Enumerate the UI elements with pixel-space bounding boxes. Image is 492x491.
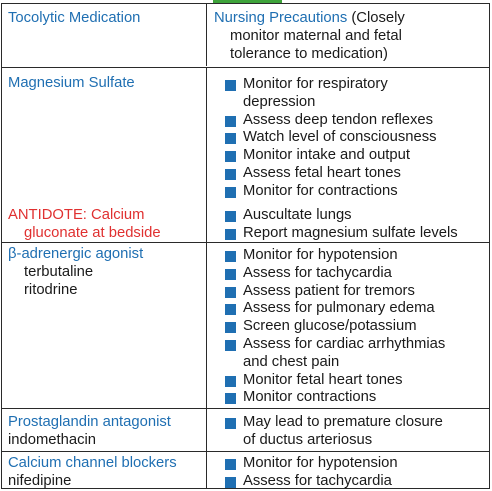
column-divider (206, 452, 207, 489)
precaution-item (214, 225, 486, 243)
precaution-text: Monitor intake and output (243, 147, 410, 164)
bullet-square-icon (225, 251, 236, 262)
beta-left-cell (8, 245, 204, 299)
bullet-square-icon (225, 340, 236, 351)
calcium-precautions (214, 455, 486, 491)
precaution-item (214, 207, 486, 225)
precaution-item (214, 283, 486, 301)
bullet-square-icon (225, 287, 236, 298)
precaution-item (214, 473, 486, 491)
column-divider (206, 68, 207, 242)
bullet-square-icon (225, 187, 236, 198)
precaution-text: Assess for pulmonary edema (243, 300, 435, 317)
precaution-text: Auscultate lungs (243, 207, 352, 223)
antidote-line-1: ANTIDOTE: Calcium (8, 207, 145, 223)
precaution-text: Monitor contractions (243, 389, 377, 406)
precaution-item (214, 247, 486, 265)
bullet-square-icon (225, 80, 236, 91)
prostaglandin-drug: indomethacin (8, 432, 97, 448)
magnesium-name: Magnesium Sulfate (8, 75, 135, 91)
precaution-list (214, 207, 486, 243)
bullet-square-icon (225, 133, 236, 144)
precaution-text: Monitor for respiratory (243, 76, 388, 92)
bullet-square-icon (225, 418, 236, 429)
calcium-drug: nifedipine (8, 473, 72, 489)
precaution-text: Assess patient for tremors (243, 282, 415, 299)
calcium-row (2, 451, 489, 489)
tocolytic-table (1, 3, 490, 489)
beta-name: β-adrenergic agonist (8, 246, 144, 262)
precaution-item (214, 129, 486, 147)
precaution-item (214, 336, 486, 372)
precaution-text: Assess deep tendon reflexes (243, 111, 434, 128)
precaution-item (214, 300, 486, 318)
precaution-text: Screen glucose/potassium (243, 318, 417, 335)
magnesium-left-cell (8, 74, 204, 92)
precaution-item (214, 147, 486, 165)
header-left-cell (8, 9, 204, 27)
prostaglandin-row (2, 408, 489, 451)
precaution-item (214, 165, 486, 183)
precaution-item (214, 318, 486, 336)
header-precautions: Nursing Precautions (214, 10, 348, 26)
bullet-square-icon (225, 376, 236, 387)
precaution-item (214, 389, 486, 407)
precaution-item (214, 76, 486, 112)
prostaglandin-left-cell (8, 413, 204, 449)
bullet-square-icon (225, 459, 236, 470)
bullet-square-icon (225, 169, 236, 180)
precaution-item (214, 372, 486, 390)
precaution-text: Monitor for contractions (243, 182, 398, 199)
header-row (2, 4, 489, 66)
precaution-text: depression (243, 93, 316, 110)
prostaglandin-name: Prostaglandin antagonist (8, 414, 171, 430)
precaution-item (214, 183, 486, 201)
precaution-text: Watch level of consciousness (243, 129, 437, 146)
bullet-square-icon (225, 151, 236, 162)
bullet-square-icon (225, 477, 236, 488)
precaution-list (214, 247, 486, 407)
beta-drug-1: terbutaline (24, 264, 94, 280)
precaution-text: Monitor fetal heart tones (243, 371, 403, 388)
beta-row (2, 242, 489, 408)
precaution-text: Monitor for hypotension (243, 455, 398, 471)
precaution-text: Assess for cardiac arrhythmias (243, 335, 446, 352)
bullet-square-icon (225, 322, 236, 333)
header-note-1: (Closely (351, 10, 405, 26)
header-right-cell (214, 9, 486, 63)
precaution-list (214, 76, 486, 201)
column-divider (206, 243, 207, 408)
beta-drug-2: ritodrine (24, 282, 78, 298)
precaution-list (214, 455, 486, 491)
precaution-text: Report magnesium sulfate levels (243, 224, 458, 241)
precaution-text: Assess for tachycardia (243, 472, 392, 489)
precaution-item (214, 265, 486, 283)
calcium-left-cell (8, 454, 204, 490)
precaution-text: Assess for tachycardia (243, 264, 392, 281)
bullet-square-icon (225, 116, 236, 127)
beta-precautions (214, 247, 486, 407)
precaution-text: Monitor for hypotension (243, 247, 398, 263)
precaution-text: of ductus arteriosus (243, 431, 373, 448)
prostaglandin-precautions (214, 414, 486, 450)
header-note-3: tolerance to medication) (230, 46, 388, 62)
antidote-cell (8, 206, 204, 242)
header-note-2: monitor maternal and fetal (230, 28, 402, 44)
antidote-line-2: gluconate at bedside (24, 225, 161, 241)
bullet-square-icon (225, 211, 236, 222)
magnesium-row (2, 67, 489, 242)
bullet-square-icon (225, 304, 236, 315)
precaution-item (214, 455, 486, 473)
precaution-item (214, 112, 486, 130)
column-divider (206, 4, 207, 66)
bullet-square-icon (225, 269, 236, 280)
column-divider (206, 409, 207, 451)
precaution-text: Assess fetal heart tones (243, 164, 401, 181)
bullet-square-icon (225, 393, 236, 404)
antidote-precautions (214, 207, 486, 243)
header-medication: Tocolytic Medication (8, 10, 141, 26)
precaution-text: and chest pain (243, 353, 340, 370)
bullet-square-icon (225, 229, 236, 240)
precaution-text: May lead to premature closure (243, 414, 443, 430)
precaution-list (214, 414, 486, 450)
precaution-item (214, 414, 486, 450)
calcium-name: Calcium channel blockers (8, 455, 177, 471)
magnesium-precautions (214, 76, 486, 201)
